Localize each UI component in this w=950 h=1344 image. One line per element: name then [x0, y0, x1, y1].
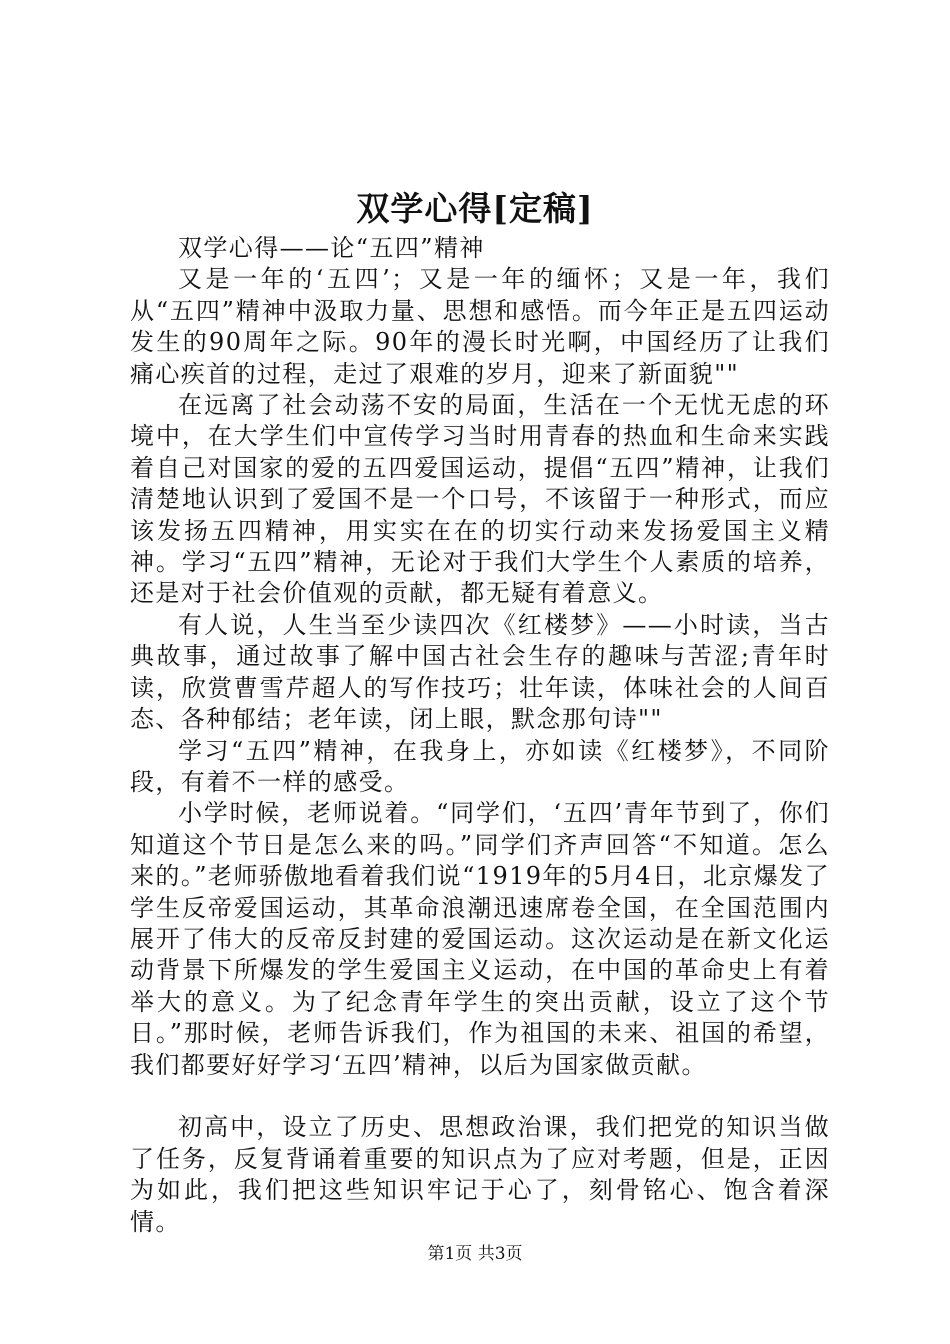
- body-paragraph: 小学时候，老师说着。“同学们，‘五四’青年节到了，你们知道这个节日是怎么来的吗。”同学们齐声回答“不知道。怎么来的。”老师骄傲地看着我们说“1919年的5月4日，北京爆发了学生反帝爱国运动，其革命浪潮迅速席卷全国，在全国范围内展开了伟大的反帝反封建的爱国运动。这次运动是在新文化运动背景下所爆发的学生爱国主义运动，在中国的革命史上有着举大的意义。为了纪念青年学生的突出贡献，设立了这个节日。”那时候，老师告诉我们，作为祖国的未来、祖国的希望，我们都要好好学习‘五四’精神，以后为国家做贡献。: [130, 799, 830, 1079]
- document-title: 双学心得[定稿]: [356, 189, 594, 228]
- body-paragraph: 初高中，设立了历史、思想政治课，我们把党的知识当做了任务，反复背诵着重要的知识点为了应对考题，但是，正因为如此，我们把这些知识牢记于心了，刻骨铭心、饱含着深情。: [130, 1113, 830, 1236]
- subtitle-paragraph: 双学心得——论“五四”精神: [178, 234, 485, 262]
- body-paragraph: 又是一年的‘五四’；又是一年的缅怀；又是一年，我们从“五四”精神中汲取力量、思想和感悟。而今年正是五四运动发生的90周年之际。90年的漫长时光啊，中国经历了让我们痛心疾首的过程，走过了艰难的岁月，迎来了新面貌"": [130, 265, 830, 388]
- body-paragraph: 在远离了社会动荡不安的局面，生活在一个无忧无虑的环境中，在大学生们中宣传学习当时用青春的热血和生命来实践着自己对国家的爱的五四爱国运动，提倡“五四”精神，让我们清楚地认识到了爱国不是一个口号，不该留于一种形式，而应该发扬五四精神，用实实在在的切实行动来发扬爱国主义精神。学习“五四”精神，无论对于我们大学生个人素质的培养，还是对于社会价值观的贡献，都无疑有着意义。: [130, 391, 830, 608]
- body-paragraph: 有人说，人生当至少读四次《红楼梦》——小时读，当古典故事，通过故事了解中国古社会生存的趣味与苦涩;青年时读，欣赏曹雪芹超人的写作技巧；壮年读，体味社会的人间百态、各种郁结；老年读，闭上眼，默念那句诗"": [130, 610, 830, 734]
- page-footer: 第1页 共3页: [427, 1244, 523, 1264]
- document-body: [130, 233, 830, 1238]
- body-paragraph: 学习“五四”精神，在我身上，亦如读《红楼梦》，不同阶段，有着不一样的感受。: [130, 736, 830, 796]
